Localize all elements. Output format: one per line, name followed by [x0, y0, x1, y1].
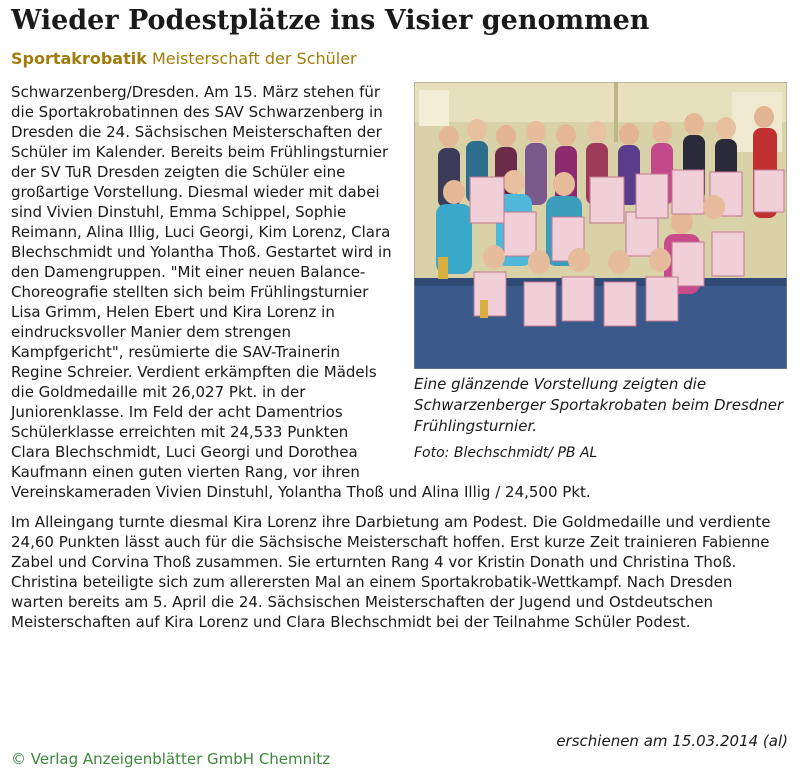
copyright-link[interactable]: © Verlag Anzeigenblätter GmbH Chemnitz	[11, 750, 331, 768]
publication-date: erschienen am 15.03.2014 (al)	[556, 732, 788, 750]
article-paragraph-1: Schwarzenberg/Dresden. Am 15. März stehen für die Sportakrobatinnen des SAV Schwarzenberg in Dresden die 24. Sächsischen Meisterschaften der Schüler im Kalender. Bereits beim Frühlingsturnier der SV TuR Dresden zeigten die Schüler eine großartige Vorstellung. Diesmal wieder mit dabei sind Vivien Dinstuhl, Emma Schippel, Sophie Reimann, Alina Illig, Luci Georgi, Kim Lorenz, Clara Blechschmidt und Yolantha Thoß. Gestartet wird in den Damengruppen. "Mit einer neuen Balance-Choreografie stellten sich beim Frühlingsturnier Lisa Grimm, Helen Ebert und Kira Lorenz in eindrucksvoller Manier dem strengen Kampfgericht", resümierte die SAV-Trainerin Regine Schreier. Verdient erkämpften die Mädels die Goldmedaille mit 26,027 Pkt. in der Juniorenklasse. Im Feld der acht Damentrios Schülerklasse erreichten mit 24,533 Punkten Clara Blechschmidt, Luci Georgi und Dorothea Kaufmann einen guten vierten Rang, vor ihren Vereinskameraden Vivien Dinstuhl, Yolantha Thoß und Alina Illig / 24,500 Pkt.	[11, 83, 591, 501]
article-paragraph-2: Im Alleingang turnte diesmal Kira Lorenz ihre Darbietung am Podest. Die Goldmedaille und verdiente 24,60 Punkten lässt auch für die Sächsische Meisterschaft hoffen. Erst kurze Zeit trainieren Fabienne Zabel und Corvina Thoß zusammen. Sie erturnten Rang 4 vor Kristin Donath und Christina Thoß. Christina beteiligte sich zum allerersten Mal an einem Sportakrobatik-Wettkampf. Nach Dresden warten bereits am 5. April die 24. Sächsischen Meisterschaften der Jugend und Ostdeutschen Meisterschaften auf Kira Lorenz und Clara Blechschmidt bei der Teilnahme Schüler Podest.	[11, 513, 771, 631]
kicker-label: Sportakrobatik	[11, 49, 147, 68]
article-body	[11, 82, 787, 632]
photo-floor	[414, 282, 787, 369]
photo-caption: Eine glänzende Vorstellung zeigten die Schwarzenberger Sportakrobaten beim Dresdner Frühlingsturnier.	[414, 375, 784, 435]
article-subheadline	[11, 48, 357, 70]
article-figure	[414, 82, 787, 462]
article-headline: Wieder Podestplätze ins Visier genommen	[11, 5, 650, 36]
photo-credit: Foto: Blechschmidt/ PB AL	[414, 445, 598, 461]
team-photo[interactable]	[414, 82, 787, 369]
subtitle-label: Meisterschaft der Schüler	[151, 49, 357, 68]
